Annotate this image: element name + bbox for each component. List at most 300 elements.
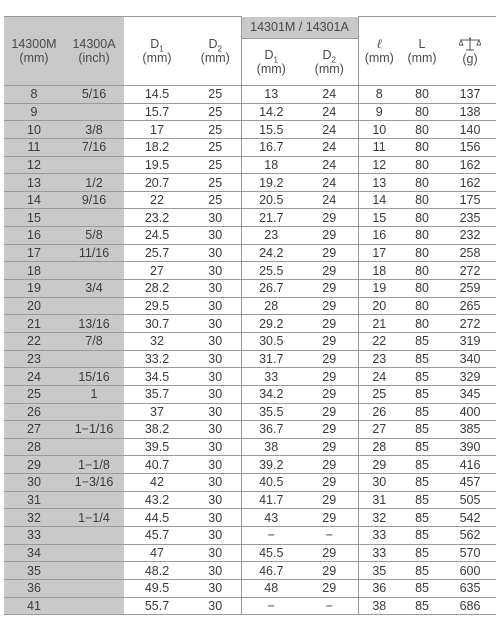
cell-weight: 259 <box>444 280 496 298</box>
cell-length: 85 <box>400 579 444 597</box>
cell-d1: 33.2 <box>124 350 190 368</box>
cell-weight: 635 <box>444 579 496 597</box>
cell-group-d2: 29 <box>301 280 358 298</box>
cell-size-mm: 8 <box>4 86 64 104</box>
cell-weight: 175 <box>444 191 496 209</box>
col-header-14300m-label: 14300M <box>11 36 57 51</box>
cell-weight: 345 <box>444 385 496 403</box>
cell-d1: 25.7 <box>124 244 190 262</box>
cell-weight: 400 <box>444 403 496 421</box>
col-header-group-d2 <box>301 39 358 86</box>
cell-d2: 30 <box>190 368 241 386</box>
col-header-ell <box>358 17 400 86</box>
table-row <box>4 103 496 121</box>
cell-group-d2: 29 <box>301 244 358 262</box>
cell-group-d2: 29 <box>301 209 358 227</box>
cell-ell: 36 <box>358 579 400 597</box>
cell-ell: 11 <box>358 138 400 156</box>
cell-weight: 162 <box>444 174 496 192</box>
cell-d1: 28.2 <box>124 280 190 298</box>
cell-size-inch <box>64 562 124 580</box>
cell-d2: 30 <box>190 438 241 456</box>
cell-length: 80 <box>400 244 444 262</box>
cell-ell: 25 <box>358 385 400 403</box>
cell-weight: 416 <box>444 456 496 474</box>
cell-weight: 600 <box>444 562 496 580</box>
cell-ell: 27 <box>358 421 400 439</box>
cell-size-mm: 17 <box>4 244 64 262</box>
col-header-group-d2-label: $D_2$ <box>322 47 336 64</box>
cell-ell: 30 <box>358 474 400 492</box>
cell-group-d1: 38 <box>241 438 301 456</box>
cell-size-mm: 16 <box>4 227 64 245</box>
cell-size-mm: 30 <box>4 474 64 492</box>
cell-ell: 33 <box>358 527 400 545</box>
cell-group-d1: 16.7 <box>241 138 301 156</box>
cell-weight: 272 <box>444 315 496 333</box>
table-row <box>4 227 496 245</box>
cell-size-inch <box>64 262 124 280</box>
cell-group-d1: 26.7 <box>241 280 301 298</box>
cell-size-mm: 31 <box>4 491 64 509</box>
cell-weight: 570 <box>444 544 496 562</box>
cell-group-d2: 24 <box>301 103 358 121</box>
cell-group-d2: 29 <box>301 579 358 597</box>
col-header-14300a-unit: (inch) <box>78 50 110 65</box>
cell-length: 80 <box>400 227 444 245</box>
cell-length: 85 <box>400 544 444 562</box>
cell-d2: 30 <box>190 579 241 597</box>
cell-length: 85 <box>400 562 444 580</box>
cell-ell: 8 <box>358 86 400 104</box>
cell-d1: 39.5 <box>124 438 190 456</box>
cell-size-mm: 14 <box>4 191 64 209</box>
cell-size-mm: 29 <box>4 456 64 474</box>
table-row <box>4 138 496 156</box>
cell-d1: 30.7 <box>124 315 190 333</box>
col-header-weight-unit: (g) <box>462 51 478 66</box>
cell-size-mm: 10 <box>4 121 64 139</box>
cell-weight: 156 <box>444 138 496 156</box>
col-header-14300m <box>4 17 64 86</box>
cell-length: 85 <box>400 332 444 350</box>
cell-size-inch: 5/8 <box>64 227 124 245</box>
cell-d2: 30 <box>190 491 241 509</box>
table-row <box>4 385 496 403</box>
cell-size-inch <box>64 403 124 421</box>
col-header-ell-label: ℓ <box>377 36 382 51</box>
cell-ell: 21 <box>358 315 400 333</box>
table-header <box>4 17 496 86</box>
cell-d2: 25 <box>190 174 241 192</box>
cell-size-mm: 13 <box>4 174 64 192</box>
cell-group-d2: 29 <box>301 562 358 580</box>
cell-d1: 44.5 <box>124 509 190 527</box>
group-header-14301: 14301M / 14301A <box>241 17 358 39</box>
table-row <box>4 350 496 368</box>
cell-d2: 30 <box>190 297 241 315</box>
table-row <box>4 209 496 227</box>
cell-length: 85 <box>400 597 444 615</box>
cell-ell: 31 <box>358 491 400 509</box>
cell-d1: 48.2 <box>124 562 190 580</box>
table-row <box>4 121 496 139</box>
cell-ell: 18 <box>358 262 400 280</box>
table-row <box>4 174 496 192</box>
cell-d1: 17 <box>124 121 190 139</box>
cell-size-inch <box>64 297 124 315</box>
cell-d1: 23.2 <box>124 209 190 227</box>
cell-d1: 18.2 <box>124 138 190 156</box>
cell-d1: 19.5 <box>124 156 190 174</box>
cell-ell: 9 <box>358 103 400 121</box>
cell-d2: 30 <box>190 315 241 333</box>
table-row <box>4 315 496 333</box>
cell-length: 80 <box>400 315 444 333</box>
cell-size-mm: 9 <box>4 103 64 121</box>
cell-length: 85 <box>400 403 444 421</box>
cell-group-d2: 24 <box>301 138 358 156</box>
table-row <box>4 280 496 298</box>
cell-group-d1: 48 <box>241 579 301 597</box>
cell-group-d1: 31.7 <box>241 350 301 368</box>
table-row <box>4 297 496 315</box>
socket-spec-table <box>4 16 496 615</box>
cell-d2: 25 <box>190 191 241 209</box>
cell-weight: 232 <box>444 227 496 245</box>
cell-d2: 30 <box>190 262 241 280</box>
cell-size-mm: 35 <box>4 562 64 580</box>
cell-group-d1: 45.5 <box>241 544 301 562</box>
cell-length: 80 <box>400 103 444 121</box>
cell-d2: 25 <box>190 86 241 104</box>
cell-size-inch <box>64 597 124 615</box>
cell-size-inch <box>64 156 124 174</box>
cell-d2: 25 <box>190 121 241 139</box>
col-header-group-d2-unit: (mm) <box>314 61 344 76</box>
cell-group-d1: 24.2 <box>241 244 301 262</box>
cell-size-mm: 25 <box>4 385 64 403</box>
col-header-weight <box>444 17 496 86</box>
cell-d2: 30 <box>190 209 241 227</box>
cell-d2: 30 <box>190 244 241 262</box>
cell-group-d1: 29.2 <box>241 315 301 333</box>
cell-length: 85 <box>400 350 444 368</box>
cell-size-mm: 34 <box>4 544 64 562</box>
cell-size-mm: 27 <box>4 421 64 439</box>
cell-group-d1: 43 <box>241 509 301 527</box>
cell-d1: 42 <box>124 474 190 492</box>
cell-size-mm: 32 <box>4 509 64 527</box>
cell-length: 85 <box>400 456 444 474</box>
cell-length: 80 <box>400 174 444 192</box>
cell-group-d2: 24 <box>301 191 358 209</box>
cell-length: 85 <box>400 474 444 492</box>
cell-d1: 43.2 <box>124 491 190 509</box>
cell-length: 85 <box>400 385 444 403</box>
table-row <box>4 562 496 580</box>
cell-group-d2: 24 <box>301 174 358 192</box>
cell-length: 85 <box>400 421 444 439</box>
table-row <box>4 491 496 509</box>
cell-weight: 562 <box>444 527 496 545</box>
cell-group-d2: 29 <box>301 438 358 456</box>
cell-size-inch: 1 <box>64 385 124 403</box>
cell-weight: 390 <box>444 438 496 456</box>
cell-group-d1: 36.7 <box>241 421 301 439</box>
cell-length: 85 <box>400 368 444 386</box>
cell-d2: 30 <box>190 474 241 492</box>
cell-group-d1: 25.5 <box>241 262 301 280</box>
cell-size-mm: 41 <box>4 597 64 615</box>
balance-scale-icon <box>459 37 481 51</box>
table-row <box>4 156 496 174</box>
cell-d1: 38.2 <box>124 421 190 439</box>
cell-group-d2: 29 <box>301 315 358 333</box>
cell-weight: 385 <box>444 421 496 439</box>
cell-size-mm: 36 <box>4 579 64 597</box>
cell-group-d1: − <box>241 597 301 615</box>
cell-ell: 29 <box>358 456 400 474</box>
cell-d1: 37 <box>124 403 190 421</box>
cell-size-inch: 1−1/8 <box>64 456 124 474</box>
cell-size-inch: 5/16 <box>64 86 124 104</box>
cell-d2: 30 <box>190 562 241 580</box>
cell-weight: 686 <box>444 597 496 615</box>
cell-weight: 457 <box>444 474 496 492</box>
cell-group-d2: 29 <box>301 332 358 350</box>
col-header-l-label: L <box>418 36 426 51</box>
cell-group-d1: 33 <box>241 368 301 386</box>
cell-weight: 140 <box>444 121 496 139</box>
cell-size-mm: 19 <box>4 280 64 298</box>
cell-d1: 55.7 <box>124 597 190 615</box>
cell-weight: 340 <box>444 350 496 368</box>
cell-group-d2: 29 <box>301 421 358 439</box>
cell-group-d2: 29 <box>301 509 358 527</box>
cell-length: 80 <box>400 156 444 174</box>
col-header-d2-unit: (mm) <box>200 50 230 65</box>
table-row <box>4 456 496 474</box>
col-header-l-unit: (mm) <box>407 50 437 65</box>
cell-group-d2: 29 <box>301 403 358 421</box>
cell-ell: 32 <box>358 509 400 527</box>
table-row <box>4 262 496 280</box>
cell-ell: 17 <box>358 244 400 262</box>
cell-size-mm: 28 <box>4 438 64 456</box>
cell-group-d1: 28 <box>241 297 301 315</box>
cell-size-mm: 24 <box>4 368 64 386</box>
cell-group-d2: 29 <box>301 474 358 492</box>
cell-ell: 12 <box>358 156 400 174</box>
cell-d1: 49.5 <box>124 579 190 597</box>
cell-group-d1: 39.2 <box>241 456 301 474</box>
table-row <box>4 597 496 615</box>
cell-length: 80 <box>400 121 444 139</box>
cell-ell: 24 <box>358 368 400 386</box>
cell-size-mm: 21 <box>4 315 64 333</box>
cell-size-inch: 7/8 <box>64 332 124 350</box>
cell-d2: 30 <box>190 350 241 368</box>
cell-group-d2: 29 <box>301 385 358 403</box>
cell-size-inch <box>64 103 124 121</box>
cell-ell: 33 <box>358 544 400 562</box>
col-header-group-d1-unit: (mm) <box>256 61 286 76</box>
cell-d1: 34.5 <box>124 368 190 386</box>
cell-group-d2: 29 <box>301 456 358 474</box>
cell-group-d2: 29 <box>301 297 358 315</box>
cell-size-mm: 22 <box>4 332 64 350</box>
cell-group-d2: 29 <box>301 262 358 280</box>
cell-group-d1: 18 <box>241 156 301 174</box>
cell-d2: 30 <box>190 456 241 474</box>
cell-size-mm: 23 <box>4 350 64 368</box>
cell-d1: 45.7 <box>124 527 190 545</box>
table-row <box>4 421 496 439</box>
cell-length: 80 <box>400 280 444 298</box>
cell-d1: 32 <box>124 332 190 350</box>
col-header-l <box>400 17 444 86</box>
cell-size-mm: 20 <box>4 297 64 315</box>
table-row <box>4 474 496 492</box>
table-row <box>4 579 496 597</box>
cell-weight: 272 <box>444 262 496 280</box>
col-header-d1-label: $D_1$ <box>150 36 164 53</box>
cell-size-mm: 33 <box>4 527 64 545</box>
cell-d1: 15.7 <box>124 103 190 121</box>
cell-size-mm: 15 <box>4 209 64 227</box>
table-body <box>4 86 496 615</box>
col-header-d1 <box>124 17 190 86</box>
cell-group-d1: 20.5 <box>241 191 301 209</box>
cell-ell: 20 <box>358 297 400 315</box>
cell-d2: 30 <box>190 509 241 527</box>
cell-size-inch: 13/16 <box>64 315 124 333</box>
cell-d1: 40.7 <box>124 456 190 474</box>
cell-size-inch <box>64 350 124 368</box>
cell-group-d1: − <box>241 527 301 545</box>
cell-weight: 258 <box>444 244 496 262</box>
cell-d1: 24.5 <box>124 227 190 245</box>
cell-d2: 30 <box>190 544 241 562</box>
cell-weight: 137 <box>444 86 496 104</box>
cell-group-d2: − <box>301 527 358 545</box>
cell-size-inch <box>64 544 124 562</box>
cell-d2: 30 <box>190 385 241 403</box>
cell-ell: 15 <box>358 209 400 227</box>
cell-ell: 13 <box>358 174 400 192</box>
cell-d1: 27 <box>124 262 190 280</box>
cell-d2: 30 <box>190 421 241 439</box>
cell-ell: 22 <box>358 332 400 350</box>
col-header-d2 <box>190 17 241 86</box>
table-row <box>4 244 496 262</box>
cell-group-d2: 24 <box>301 86 358 104</box>
cell-d1: 20.7 <box>124 174 190 192</box>
cell-size-mm: 26 <box>4 403 64 421</box>
cell-length: 80 <box>400 209 444 227</box>
cell-weight: 265 <box>444 297 496 315</box>
table-row <box>4 86 496 104</box>
col-header-14300m-unit: (mm) <box>19 50 49 65</box>
cell-group-d1: 13 <box>241 86 301 104</box>
cell-ell: 26 <box>358 403 400 421</box>
cell-length: 80 <box>400 138 444 156</box>
cell-group-d1: 40.5 <box>241 474 301 492</box>
cell-group-d2: 29 <box>301 368 358 386</box>
cell-weight: 542 <box>444 509 496 527</box>
cell-group-d1: 15.5 <box>241 121 301 139</box>
cell-d2: 25 <box>190 138 241 156</box>
table-row <box>4 509 496 527</box>
cell-group-d1: 46.7 <box>241 562 301 580</box>
table-row <box>4 527 496 545</box>
cell-size-inch <box>64 491 124 509</box>
cell-size-inch: 3/8 <box>64 121 124 139</box>
cell-length: 85 <box>400 438 444 456</box>
cell-group-d1: 34.2 <box>241 385 301 403</box>
cell-size-inch <box>64 438 124 456</box>
cell-weight: 329 <box>444 368 496 386</box>
col-header-14300a-label: 14300A <box>72 36 116 51</box>
col-header-group-d1-label: $D_1$ <box>264 47 278 64</box>
cell-group-d1: 19.2 <box>241 174 301 192</box>
table-row <box>4 544 496 562</box>
cell-size-inch: 9/16 <box>64 191 124 209</box>
cell-length: 80 <box>400 262 444 280</box>
col-header-group-d1 <box>241 39 301 86</box>
cell-group-d2: 24 <box>301 156 358 174</box>
cell-ell: 38 <box>358 597 400 615</box>
cell-ell: 35 <box>358 562 400 580</box>
cell-weight: 162 <box>444 156 496 174</box>
col-header-d2-label: $D_2$ <box>208 36 222 53</box>
cell-size-inch: 1−3/16 <box>64 474 124 492</box>
cell-d1: 29.5 <box>124 297 190 315</box>
cell-d2: 25 <box>190 156 241 174</box>
cell-d1: 35.7 <box>124 385 190 403</box>
cell-group-d2: 29 <box>301 350 358 368</box>
table-row <box>4 403 496 421</box>
cell-group-d2: 29 <box>301 544 358 562</box>
cell-d1: 22 <box>124 191 190 209</box>
cell-weight: 235 <box>444 209 496 227</box>
cell-weight: 138 <box>444 103 496 121</box>
cell-group-d1: 30.5 <box>241 332 301 350</box>
table-row <box>4 438 496 456</box>
cell-group-d1: 14.2 <box>241 103 301 121</box>
col-header-ell-unit: (mm) <box>364 50 394 65</box>
cell-group-d2: 29 <box>301 491 358 509</box>
col-header-14300a <box>64 17 124 86</box>
cell-d2: 30 <box>190 332 241 350</box>
cell-size-inch <box>64 527 124 545</box>
table-row <box>4 191 496 209</box>
cell-d2: 30 <box>190 597 241 615</box>
cell-group-d1: 23 <box>241 227 301 245</box>
cell-d1: 47 <box>124 544 190 562</box>
cell-length: 80 <box>400 86 444 104</box>
cell-size-mm: 12 <box>4 156 64 174</box>
cell-size-inch: 11/16 <box>64 244 124 262</box>
cell-group-d2: − <box>301 597 358 615</box>
cell-size-inch <box>64 209 124 227</box>
cell-size-inch: 1−1/4 <box>64 509 124 527</box>
cell-group-d2: 24 <box>301 121 358 139</box>
cell-group-d1: 21.7 <box>241 209 301 227</box>
cell-size-inch <box>64 579 124 597</box>
cell-size-inch: 1−1/16 <box>64 421 124 439</box>
